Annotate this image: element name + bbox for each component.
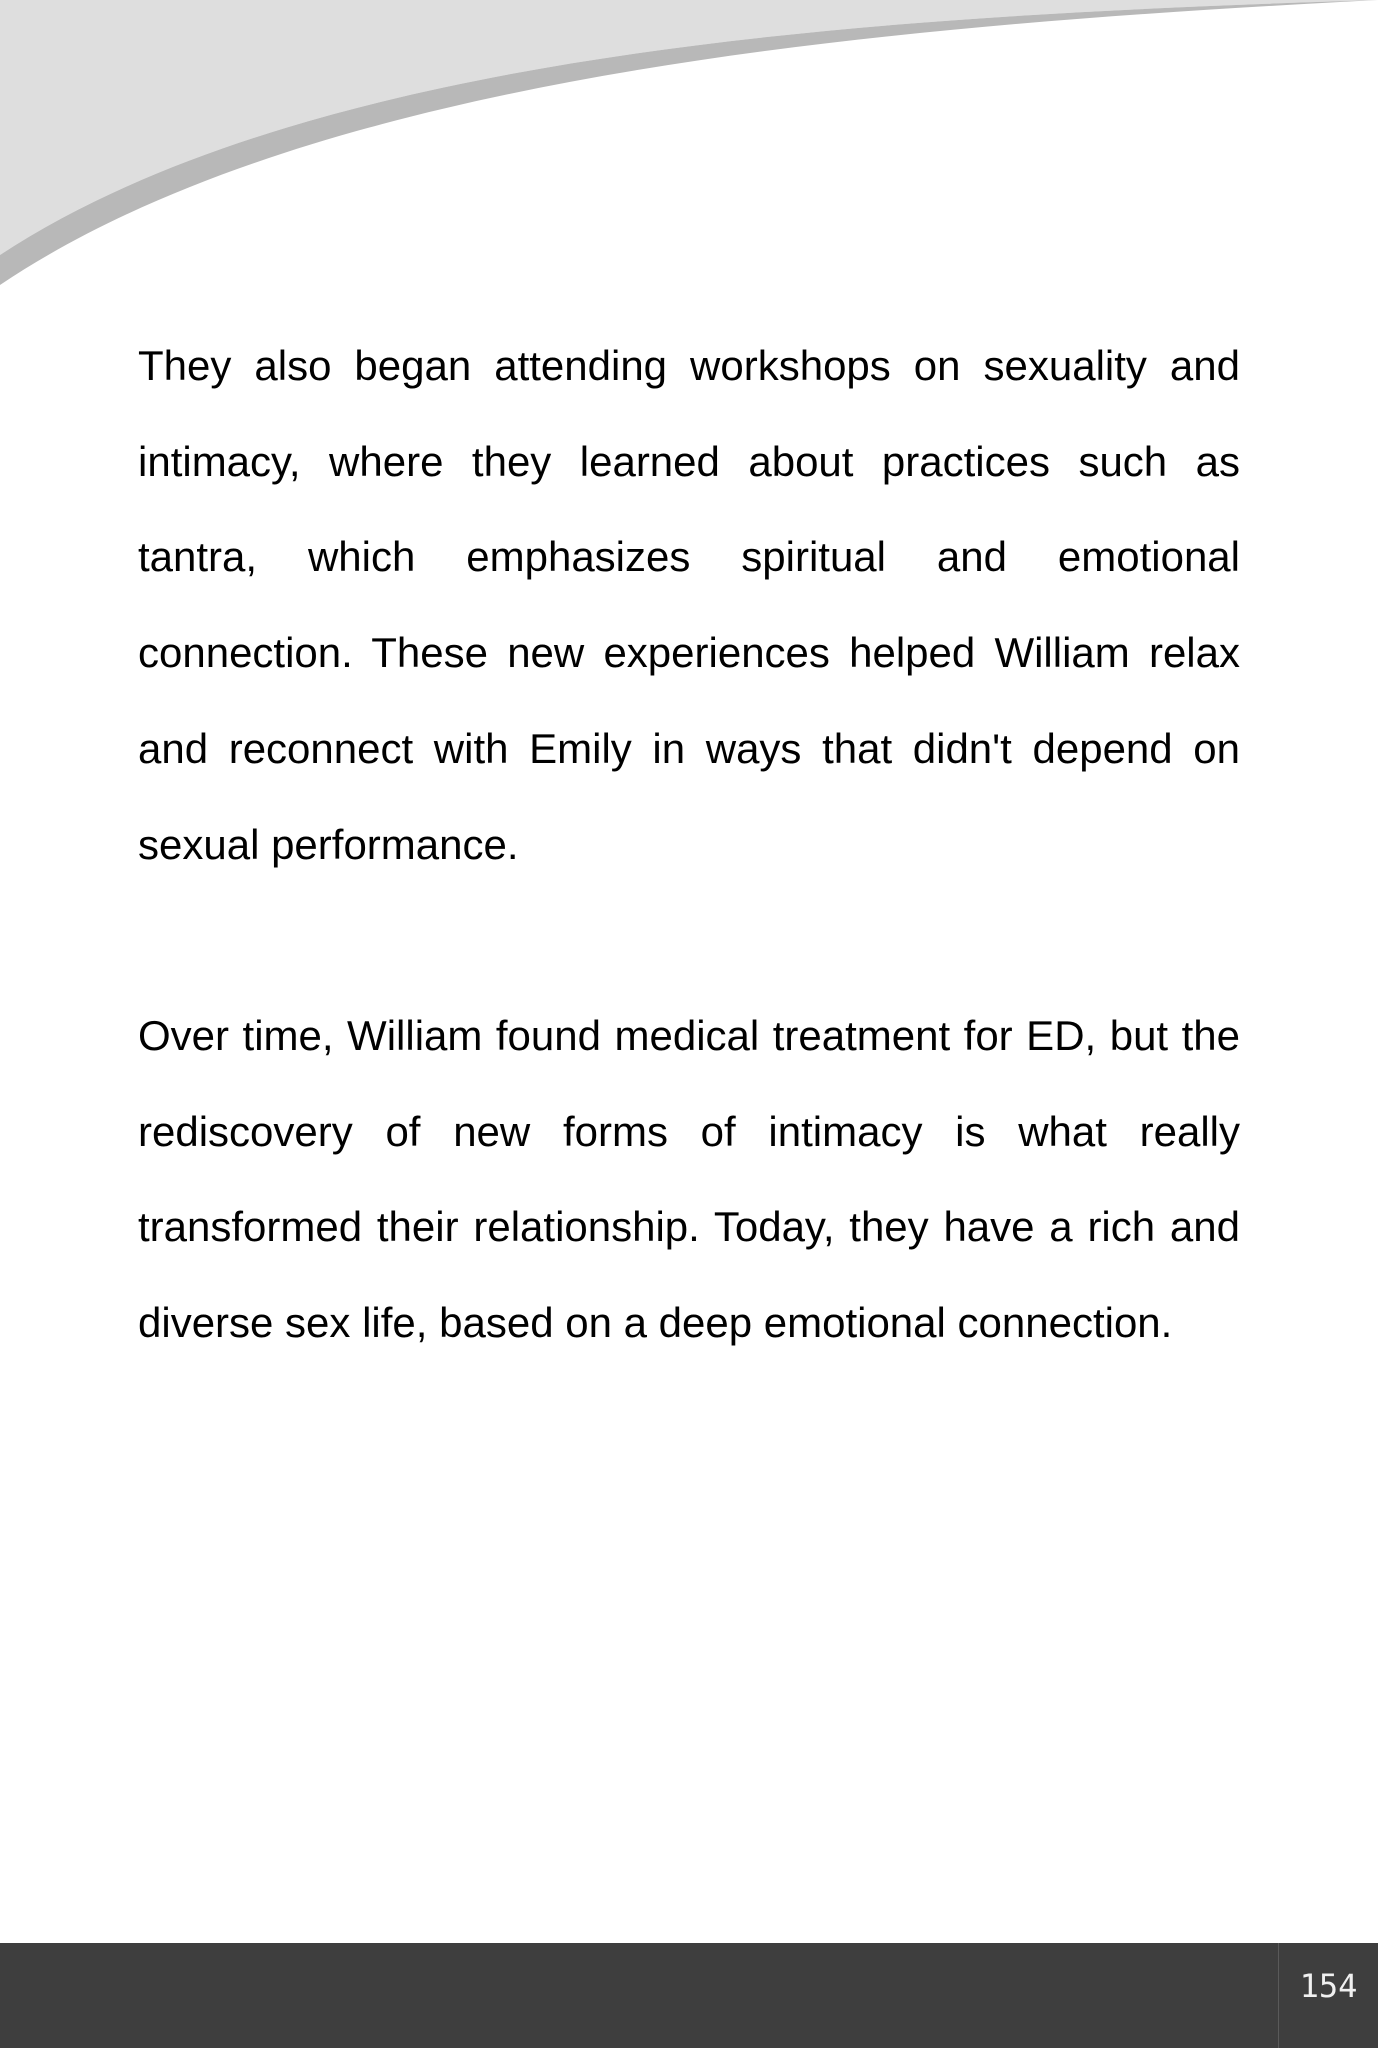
body-text [138, 318, 1240, 1371]
paragraph-treatment: Over time, William found medical treatment for ED, but the rediscovery of new forms of intimacy is what really transformed their relationship. Today, they have a rich and diverse sex life, based on a deep emotional connection. [138, 1011, 1240, 1347]
page-number: 154 [1299, 1967, 1358, 2005]
page-number-box [1278, 1943, 1378, 2048]
swoosh-fill [0, 0, 1378, 255]
paragraph-workshops: They also began attending workshops on sexuality and intimacy, where they learned about practices such as tantra, which emphasizes spiritual and emotional connection. These new experiences helped William relax and reconnect with Emily in ways that didn't depend on sexual performance. [138, 342, 1240, 868]
header-swoosh-decoration [0, 0, 1378, 300]
footer-bar [0, 1943, 1378, 2048]
